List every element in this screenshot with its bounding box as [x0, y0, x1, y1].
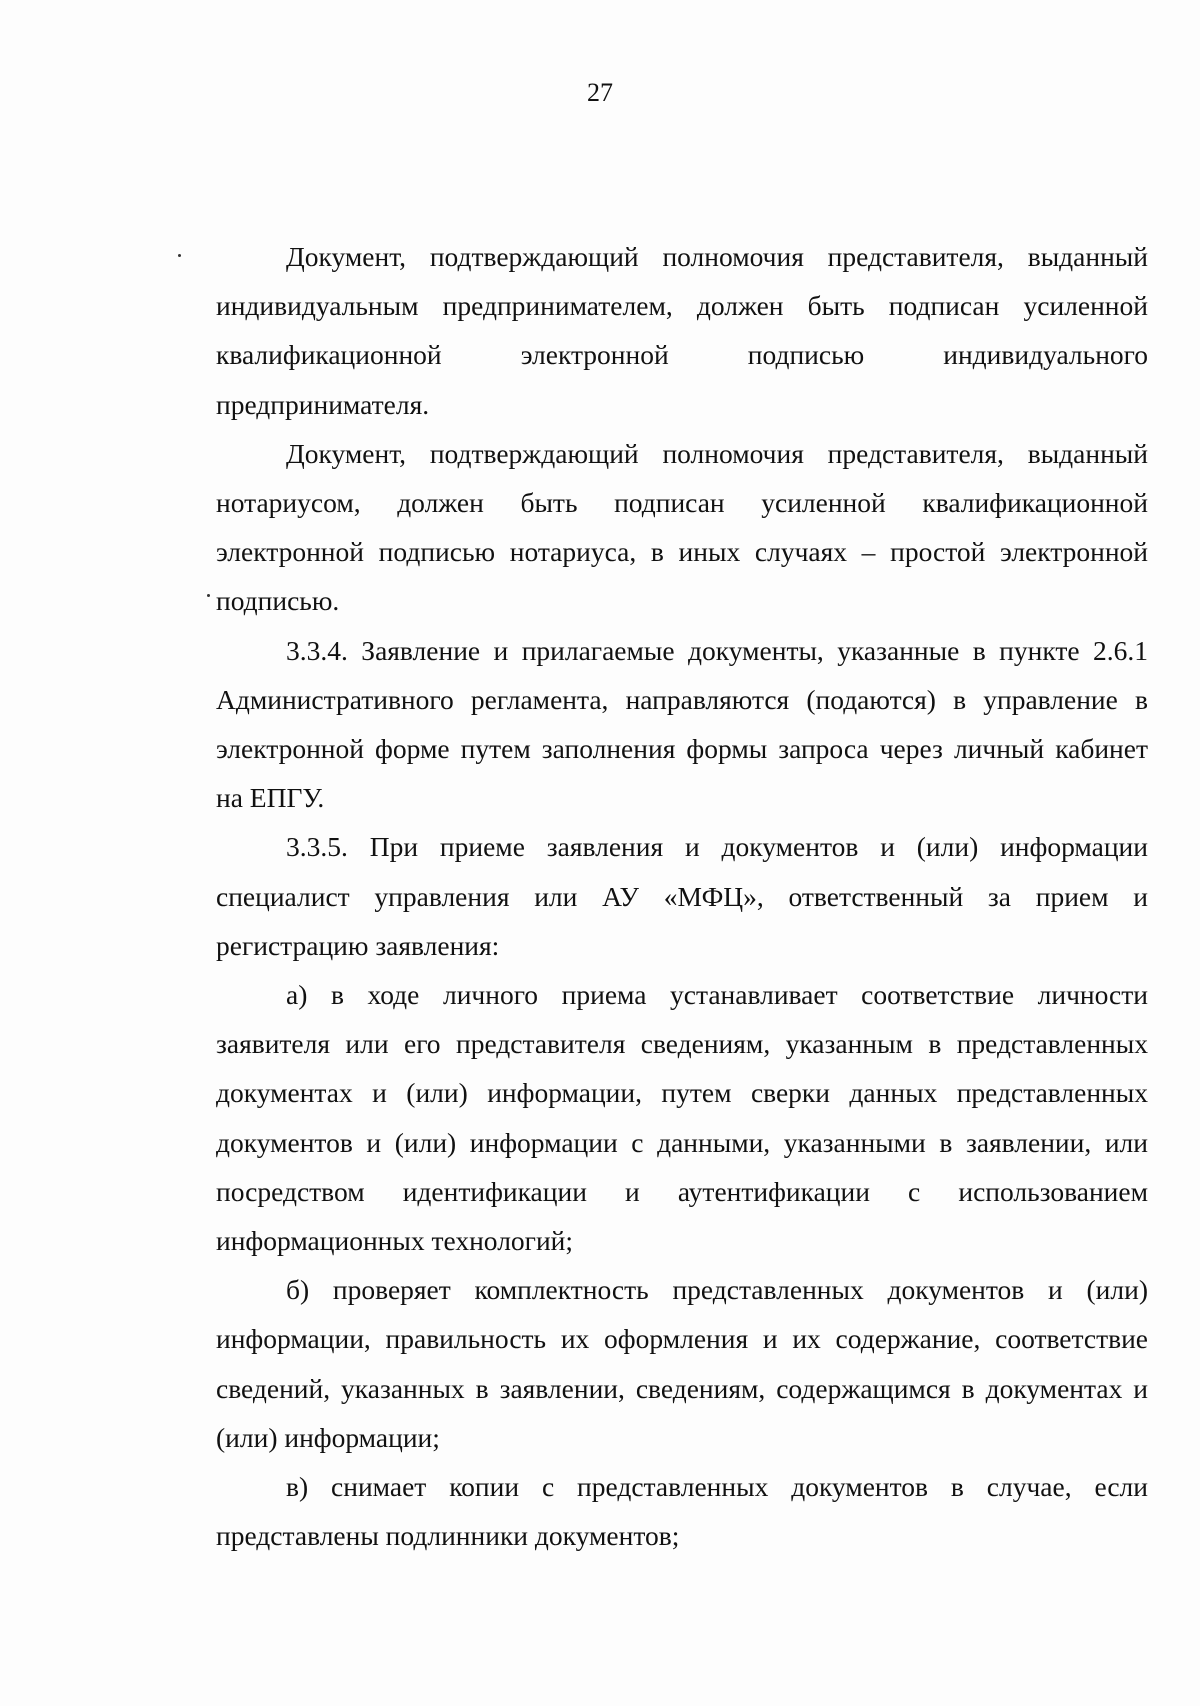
paragraph-3-3-4: 3.3.4. Заявление и прилагаемые документы, указанные в пункте 2.6.1 Административного регламента, направляются (подаются) в управление в электронной форме путем заполнения формы запроса через личный кабинет на ЕПГУ. — [216, 634, 1148, 814]
paragraph-representative-notary: Документ, подтверждающий полномочия представителя, выданный нотариусом, должен быть подписан усиленной квалификационной электронной подписью нотариуса, в иных случаях – простой электронной подписью. — [216, 437, 1148, 617]
list-item-a: а) в ходе личного приема устанавливает соответствие личности заявителя или его представителя сведениям, указанным в представленных документах и (или) информации, путем сверки данных представленных документов и (или) информации с данными, указанными в заявлении, или посредством идентификации и аутентификации с использованием информационных технологий; — [216, 979, 1148, 1257]
paragraph-representative-ip: Документ, подтверждающий полномочия представителя, выданный индивидуальным предпринимателем, должен быть подписан усиленной квалификационной электронной подписью индивидуального предпринимателя. — [216, 241, 1148, 420]
paragraph-3-3-5: 3.3.5. При приеме заявления и документов и (или) информации специалист управления или АУ «МФЦ», ответственный за прием и регистрацию заявления: — [216, 831, 1148, 961]
document-body — [216, 232, 1148, 1560]
scan-speck — [207, 594, 210, 597]
list-item-b: б) проверяет комплектность представленных документов и (или) информации, правильность их оформления и их содержание, соответствие сведений, указанных в заявлении, сведениям, содержащимся в документах и (или) информации; — [216, 1274, 1148, 1453]
scan-speck — [178, 254, 181, 257]
page-number: 27 — [587, 78, 613, 107]
list-item-v: в) снимает копии с представленных документов в случае, если представлены подлинники документов; — [216, 1471, 1148, 1552]
